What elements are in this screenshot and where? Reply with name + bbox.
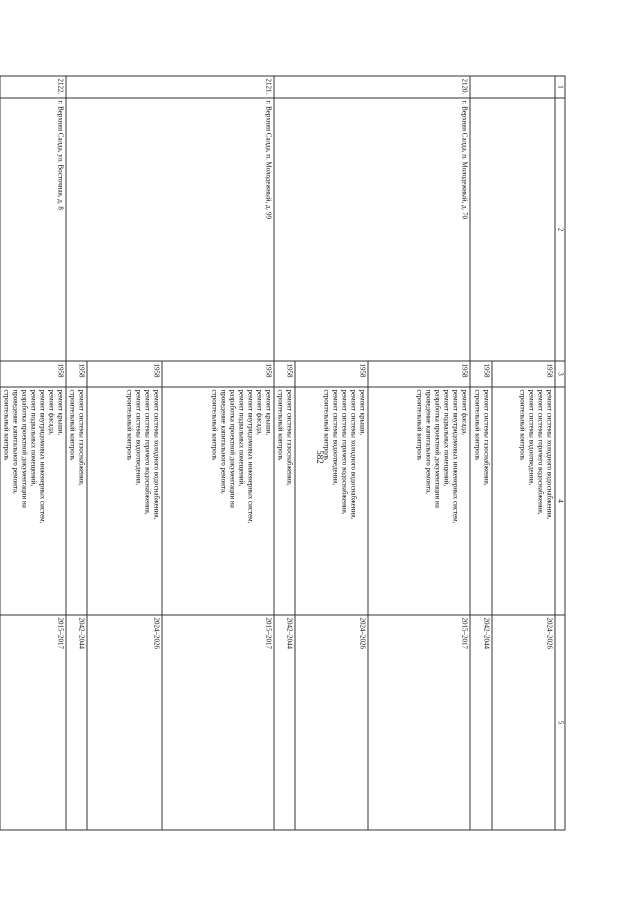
row-number [470, 76, 555, 98]
table-body [0, 76, 555, 830]
header-col-1: 1 [555, 76, 565, 98]
row-number: 2121. [66, 76, 274, 98]
period-cell: 2015–2017 [368, 615, 470, 830]
table-row [368, 76, 470, 830]
year-cell: 1958 [492, 361, 555, 387]
header-col-3: 3 [555, 361, 565, 387]
period-cell: 2024–2026 [295, 615, 368, 830]
period-cell: 2024–2026 [492, 615, 555, 830]
works-cell: ремонт системы холодного водоснабжения, ремонт системы горячего водоснабжения, ремонт системы водоотведения, строительный контроль [87, 387, 162, 615]
year-cell: 1958 [66, 361, 87, 387]
year-cell: 1958 [274, 361, 295, 387]
period-cell: 2042–2044 [274, 615, 295, 830]
year-cell: 1958 [470, 361, 492, 387]
header-row [555, 76, 565, 830]
works-cell: ремонт крыши, ремонт системы холодного водоснабжения, ремонт системы горячего водоснабжения, ремонт системы водоотведения, строительный контроль [295, 387, 368, 615]
works-cell: ремонт крыши, ремонт фасада, ремонт внутридомовых инженерных систем, ремонт подвальных помещений, разработка проектной документации на проведение капитального ремонта, строительный контроль [162, 387, 274, 615]
address-cell: г. Верхняя Салда, п. Молодежный, д. 99 [66, 98, 274, 361]
page-number: 582 [315, 450, 325, 464]
period-cell: 2015–2017 [162, 615, 274, 830]
year-cell: 1958 [295, 361, 368, 387]
works-cell: ремонт системы газоснабжения, строительный контроль [274, 387, 295, 615]
table-row [492, 76, 555, 830]
year-cell: 1958 [162, 361, 274, 387]
address-cell: г. Верхняя Салда, п. Молодежный, д. 70 [274, 98, 470, 361]
works-cell: ремонт системы холодного водоснабжения, ремонт системы горячего водоснабжения, ремонт системы водоотведения, строительный контроль [492, 387, 555, 615]
address-cell [470, 98, 555, 361]
table-row [162, 76, 274, 830]
header-col-5: 5 [555, 615, 565, 830]
table-row [0, 76, 66, 830]
works-cell: ремонт фасада, ремонт внутридомовых инженерных систем, ремонт подвальных помещений, разработка проектной документации на проведение капитального ремонта, строительный контроль [368, 387, 470, 615]
row-number: 2122. [0, 76, 66, 98]
capital-repair-table [0, 76, 566, 831]
row-number: 2120. [274, 76, 470, 98]
works-cell: ремонт системы газоснабжения, строительный контроль [66, 387, 87, 615]
year-cell: 1958 [87, 361, 162, 387]
rotated-table-container [2, 76, 566, 830]
period-cell: 2015–2017 [0, 615, 66, 830]
period-cell: 2042–2044 [66, 615, 87, 830]
year-cell: 1958 [0, 361, 66, 387]
header-col-4: 4 [555, 387, 565, 615]
address-cell: г. Верхняя Салда, ул. Восточная, д. 8 [0, 98, 66, 361]
header-col-2: 2 [555, 98, 565, 361]
period-cell: 2024–2026 [87, 615, 162, 830]
works-cell: ремонт системы газоснабжения, строительный контроль [470, 387, 492, 615]
period-cell: 2042–2044 [470, 615, 492, 830]
works-cell: ремонт крыши, ремонт фасада, ремонт внутридомовых инженерных систем, ремонт подвальных помещений, разработка проектной документации на проведение капитального ремонта, строительный контроль [0, 387, 66, 615]
year-cell: 1958 [368, 361, 470, 387]
